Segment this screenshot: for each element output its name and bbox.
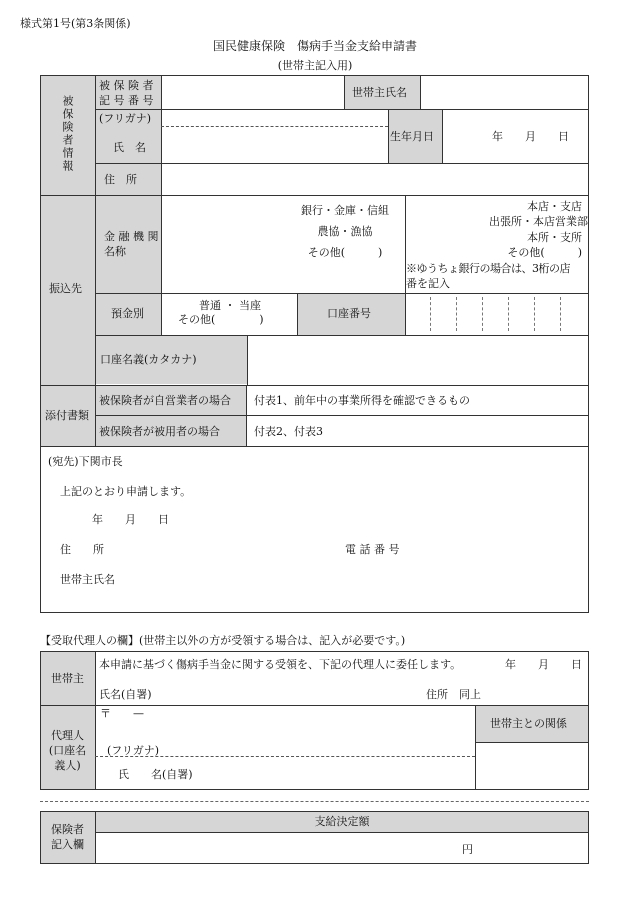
deposit-type-options-1[interactable]: 普通 ・ 当座 <box>199 299 261 312</box>
insured-id-field[interactable] <box>162 76 343 108</box>
address-label: 住 所 <box>104 173 137 186</box>
bank-name-label-2: 名称 <box>104 245 126 258</box>
insured-id-label-2: 記 号 番 号 <box>99 94 154 107</box>
employee-attachments: 付表2、付表3 <box>254 425 323 438</box>
applicant-address-label: 住 所 <box>60 543 104 556</box>
applicant-head-name-label: 世帯主氏名 <box>60 573 115 586</box>
delegation-date[interactable]: 年 月 日 <box>505 658 582 671</box>
agent-postal-code[interactable]: 〒 — <box>100 707 144 720</box>
insured-id-label-1: 被 保 険 者 <box>99 79 154 92</box>
head-name-field[interactable] <box>421 76 588 108</box>
application-statement: 上記のとおり申請します。 <box>60 485 192 498</box>
delegation-statement: 本申請に基づく傷病手当金に関する受領を、下記の代理人に委任します。 <box>99 658 462 671</box>
deposit-type-options-2[interactable]: その他( ) <box>178 313 264 326</box>
agent-label-3: 義人) <box>54 759 81 772</box>
form-number: 様式第1号(第3条関係) <box>20 17 131 30</box>
proxy-heading: 【受取代理人の欄】(世帯主以外の方が受領する場合は、記入が必要です。) <box>40 634 406 647</box>
page-title: 国民健康保険 傷病手当金支給申請書 <box>212 39 417 53</box>
section-insured-info: 被保険者情報 <box>61 95 74 173</box>
branch-options-4[interactable]: その他( ) <box>507 246 582 259</box>
insurer-label-1: 保険者 <box>51 823 84 836</box>
agent-label-1: 代理人 <box>51 729 84 742</box>
birth-date-label: 生年月日 <box>390 130 434 143</box>
phone-number-label: 電 話 番 号 <box>345 543 400 556</box>
yen-unit: 円 <box>462 843 473 856</box>
cut-line <box>40 801 589 802</box>
account-number-field[interactable] <box>406 294 588 334</box>
branch-options-1[interactable]: 本店・支店 <box>527 200 582 213</box>
insurer-label-2: 記入欄 <box>51 838 84 851</box>
head-name-label: 世帯主氏名 <box>352 86 407 99</box>
agent-furigana-label: (フリガナ) <box>107 744 160 757</box>
application-date[interactable]: 年 月 日 <box>92 513 169 526</box>
yucho-note-2: 番を記入 <box>406 277 450 290</box>
name-field[interactable] <box>162 127 387 162</box>
bank-type-options-2[interactable]: 農協・漁協 <box>317 225 373 238</box>
yucho-note-1: ※ゆうちょ銀行の場合は、3桁の店 <box>406 262 570 275</box>
bank-type-options-1[interactable]: 銀行・金庫・信組 <box>301 204 389 217</box>
name-label: 氏 名 <box>113 141 146 154</box>
furigana-field[interactable] <box>162 110 387 125</box>
section-attachments: 添付書類 <box>45 409 89 422</box>
relation-label: 世帯主との関係 <box>490 717 567 730</box>
birth-date-format[interactable]: 年 月 日 <box>492 130 569 143</box>
self-employed-label: 被保険者が自営業者の場合 <box>99 394 231 407</box>
deposit-type-label: 預金別 <box>111 307 144 320</box>
payment-amount-label: 支給決定額 <box>314 815 370 828</box>
account-holder-label: 口座名義(カタカナ) <box>100 353 197 366</box>
addressee: (宛先)下関市長 <box>48 455 123 468</box>
section-transfer: 振込先 <box>49 282 82 295</box>
address-same-label: 住所 同上 <box>426 688 481 701</box>
address-field[interactable] <box>162 164 588 194</box>
self-employed-attachments: 付表1、前年中の事業所得を確認できるもの <box>254 394 470 407</box>
account-holder-field[interactable] <box>248 336 588 384</box>
branch-options-3[interactable]: 本所・支所 <box>527 231 582 244</box>
branch-options-2[interactable]: 出張所・本店営業部 <box>489 215 588 228</box>
page-subtitle: (世帯主記入用) <box>277 59 353 72</box>
agent-name-sign-label: 氏 名(自署) <box>118 768 193 781</box>
payment-amount-field[interactable] <box>96 833 446 863</box>
bank-type-options-3[interactable]: その他( ) <box>307 246 383 259</box>
agent-label-2: (口座名 <box>48 744 87 757</box>
bank-name-label-1: 金 融 機 関 <box>104 230 159 243</box>
account-number-label: 口座番号 <box>327 307 371 320</box>
head-signature-label: 氏名(自署) <box>99 688 152 701</box>
relation-field[interactable] <box>476 743 588 789</box>
furigana-label: (フリガナ) <box>99 112 152 125</box>
employee-label: 被保険者が被用者の場合 <box>99 425 220 438</box>
proxy-head-label: 世帯主 <box>51 672 84 685</box>
